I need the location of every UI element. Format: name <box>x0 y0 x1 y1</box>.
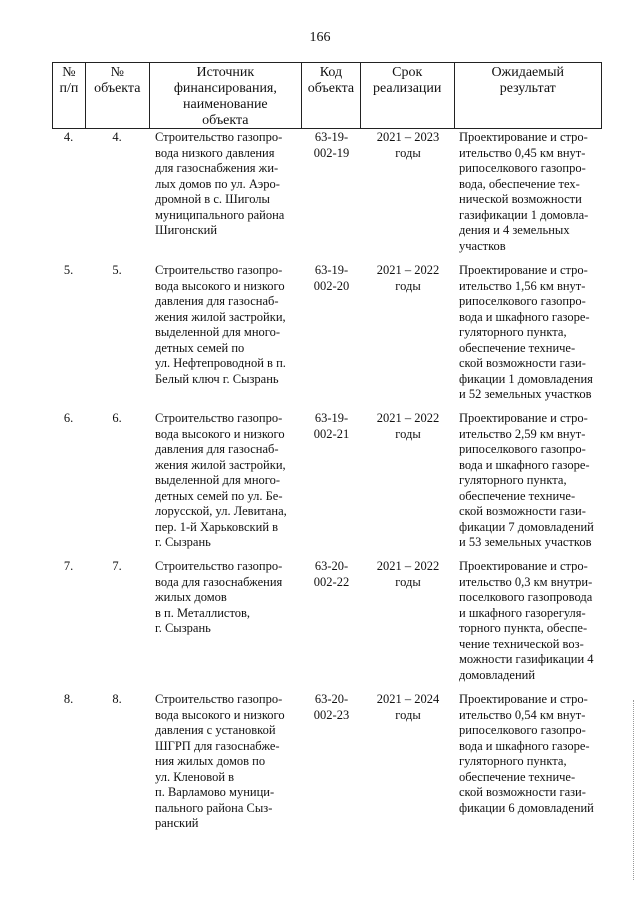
period-cell: 2021 – 2022 годы <box>376 559 440 589</box>
result-cell: Проектирование и стро- ительство 0,45 км внут- рипоселкового газопро- вода, обеспечение тех- нической возможности газификации 1 домовла- дения и 4 земельных участков <box>459 130 589 253</box>
scan-edge-mark <box>633 700 636 880</box>
table-row <box>52 130 602 254</box>
table-row <box>52 559 602 683</box>
header-source: Источник финансирования, наименование объекта <box>150 63 302 129</box>
code-cell: 63-19- 002-20 <box>313 263 350 293</box>
result-cell: Проектирование и стро- ительство 0,3 км внутри- поселкового газопровода и шкафного газорегуля- торного пункта, обеспе- чение технической воз- можности газификации 4 домовладений <box>459 559 594 682</box>
row-number: 8. <box>63 692 74 706</box>
header-row-number: № п/п <box>53 63 86 129</box>
object-number: 8. <box>112 692 122 706</box>
object-number: 5. <box>112 263 122 277</box>
object-number: 7. <box>112 559 122 573</box>
header-object-number: № объекта <box>86 63 150 129</box>
table-row <box>52 692 602 832</box>
table-header <box>52 62 602 129</box>
period-cell: 2021 – 2022 годы <box>376 263 440 293</box>
row-number: 5. <box>63 263 74 277</box>
source-cell: Строительство газопро- вода высокого и низкого давления для газоснаб- жения жилой застройки, выделенной для много- детных семей по ул. Бе- лорусской, ул. Левитана, пер. 1-й Харьковский в г. Сызрань <box>155 411 287 549</box>
result-cell: Проектирование и стро- ительство 1,56 км внут- рипоселкового газопро- вода и шкафного газоре- гуляторного пункта, обеспечение техниче- ской возможности гази- фикации 1 домовладения и 52 земельных участков <box>459 263 593 401</box>
code-cell: 63-20- 002-22 <box>313 559 350 589</box>
code-cell: 63-19- 002-19 <box>313 130 350 160</box>
period-cell: 2021 – 2022 годы <box>376 411 440 441</box>
source-cell: Строительство газопро- вода высокого и низкого давления для газоснаб- жения жилой застройки, выделенной для много- детных семей по ул. Нефтепроводной в п. Белый ключ г. Сызрань <box>155 263 286 386</box>
result-cell: Проектирование и стро- ительство 0,54 км внут- рипоселкового газопро- вода и шкафного газоре- гуляторного пункта, обеспечение техниче- ской возможности гази- фикации 6 домовладений <box>459 692 594 815</box>
period-cell: 2021 – 2023 годы <box>376 130 440 160</box>
header-divider <box>52 128 602 129</box>
row-number: 7. <box>63 559 74 573</box>
object-number: 6. <box>112 411 122 425</box>
header-code: Код объекта <box>302 63 361 129</box>
table-row <box>52 263 602 403</box>
row-number: 6. <box>63 411 74 425</box>
result-cell: Проектирование и стро- ительство 2,59 км внут- рипоселкового газопро- вода и шкафного газоре- гуляторного пункта, обеспечение техниче- ской возможности гази- фикации 7 домовладений и 53 земельных участков <box>459 411 594 549</box>
header-result: Ожидаемый результат <box>491 65 565 96</box>
period-cell: 2021 – 2024 годы <box>376 692 440 722</box>
object-number: 4. <box>112 130 122 144</box>
table-row <box>52 411 602 551</box>
page-number: 166 <box>309 30 331 45</box>
row-number: 4. <box>63 130 74 144</box>
code-cell: 63-19- 002-21 <box>313 411 350 441</box>
header-period: Срок реализации <box>361 63 455 129</box>
source-cell: Строительство газопро- вода высокого и низкого давления с установкой ШГРП для газоснабже- ния жилых домов по ул. Кленовой в п. Варламово муници- пального района Сыз- ранский <box>155 692 285 830</box>
source-cell: Строительство газопро- вода низкого давления для газоснабжения жи- лых домов по ул. Аэро- дромной в с. Шиголы муниципального района Шигонский <box>155 130 285 237</box>
objects-table <box>52 62 602 830</box>
source-cell: Строительство газопро- вода для газоснабжения жилых домов в п. Металлистов, г. Сызрань <box>155 559 283 635</box>
code-cell: 63-20- 002-23 <box>313 692 350 722</box>
